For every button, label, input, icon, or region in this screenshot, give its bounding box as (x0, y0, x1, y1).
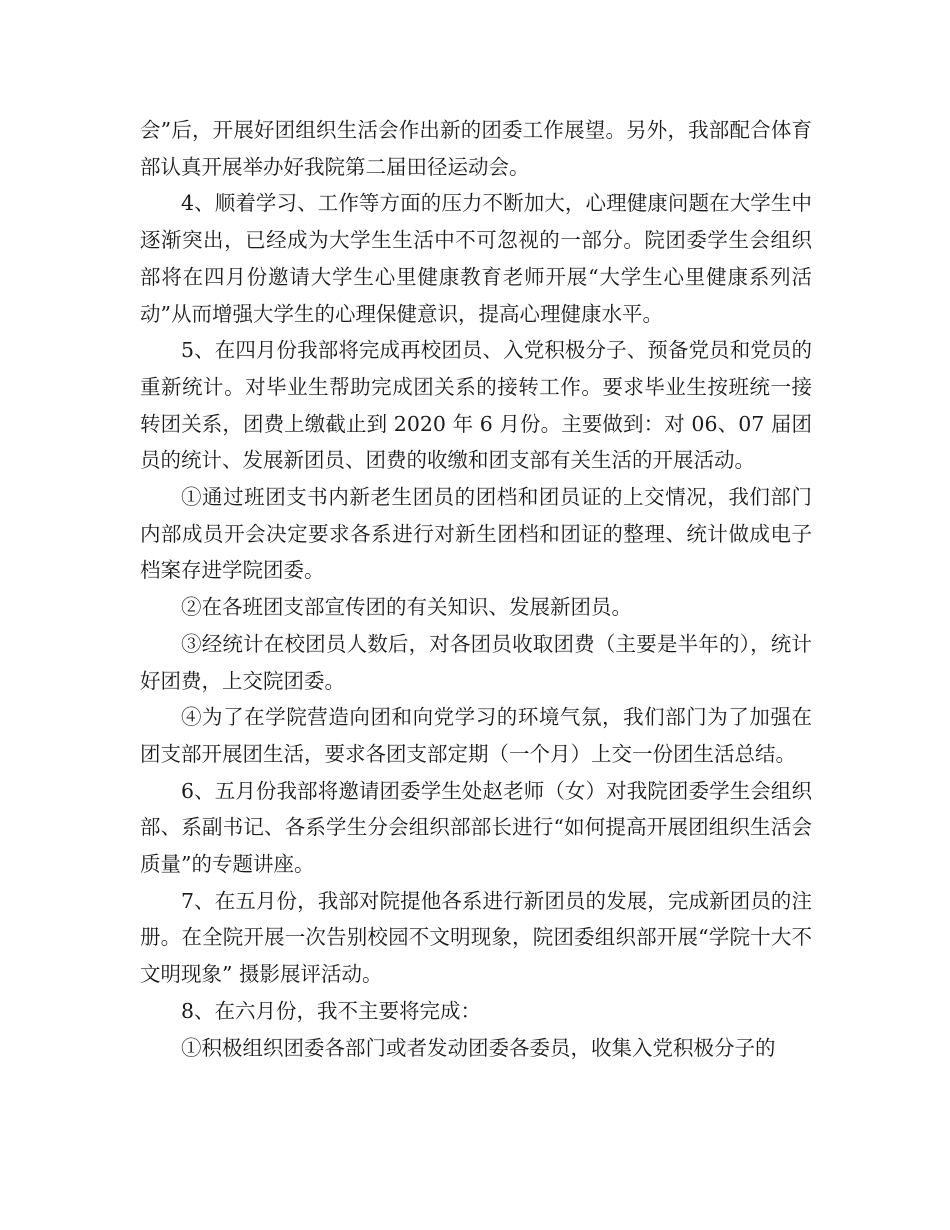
paragraph-subitem-2: ②在各班团支部宣传团的有关知识、发展新团员。 (181, 595, 632, 620)
paragraph-subitem-1: ①通过班团支书内新老生团员的团档和团员证的上交情况，我们部门内部成员开会决定要求各系进行对新生团档和团证的整理、统计做成电子档案存进学院团委。 (140, 485, 812, 583)
paragraph-item-8-subitem-1: ①积极组织团委各部门或者发动团委各委员，收集入党积极分子的 (181, 1035, 776, 1060)
paragraph-item-8: 8、在六月份，我不主要将完成： (181, 998, 482, 1023)
paragraph-subitem-4: ④为了在学院营造向团和向党学习的环境气氛，我们部门为了加强在团支部开展团生活，要求各团支部定期（一个月）上交一份团生活总结。 (140, 705, 812, 766)
document-body (140, 112, 812, 1066)
paragraph-item-5: 5、在四月份我部将完成再校团员、入党积极分子、预备党员和党员的重新统计。对毕业生帮助完成团关系的接转工作。要求毕业生按班统一接转团关系，团费上缴截止到 2020 年 6 月份。主要做到：对 06、07 届团员的统计、发展新团员、团费的收缴和团支部有关生活的开展活动。 (140, 338, 812, 473)
paragraph-item-6: 6、五月份我部将邀请团委学生处赵老师（女）对我院团委学生会组织部、系副书记、各系学生分会组织部部长进行“如何提高开展团组织生活会质量”的专题讲座。 (140, 778, 812, 877)
paragraph-subitem-3: ③经统计在校团员人数后，对各团员收取团费（主要是半年的），统计好团费，上交院团委。 (140, 631, 812, 693)
paragraph-continuation: 会”后，开展好团组织生活会作出新的团委工作展望。另外，我部配合体育部认真开展举办好我院第二届田径运动会。 (140, 118, 812, 179)
paragraph-item-7: 7、在五月份，我部对院提他各系进行新团员的发展，完成新团员的注册。在全院开展一次告别校园不文明现象，院团委组织部开展“学院十大不文明现象” 摄影展评活动。 (140, 888, 812, 987)
paragraph-item-4: 4、顺着学习、工作等方面的压力不断加大，心理健康问题在大学生中逐渐突出，已经成为大学生生活中不可忽视的一部分。院团委学生会组织部将在四月份邀请大学生心里健康教育老师开展“大学生心里健康系列活动”从而增强大学生的心理保健意识，提高心理健康水平。 (140, 191, 812, 326)
